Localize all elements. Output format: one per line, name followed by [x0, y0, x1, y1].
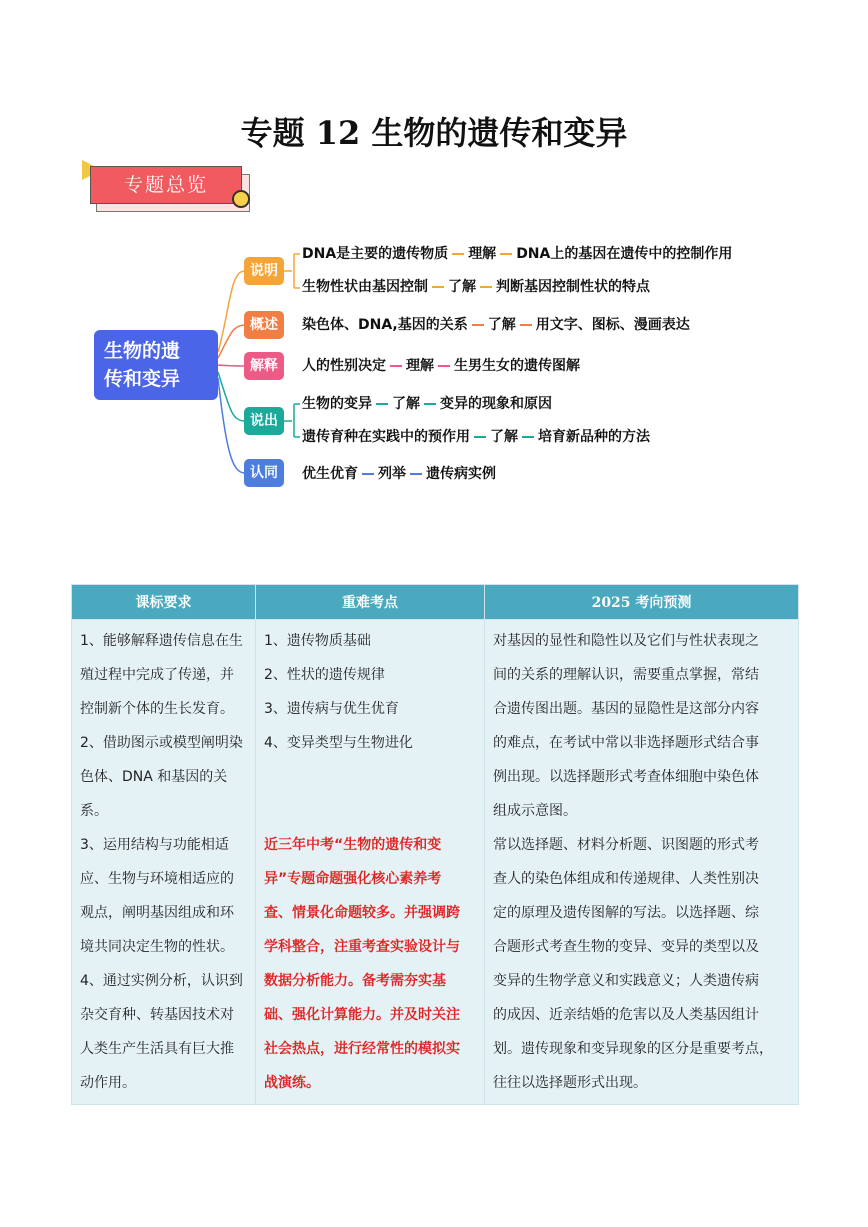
- text-line: 近三年中考“生物的遗传和变: [264, 837, 442, 853]
- trend-table: [71, 584, 799, 1105]
- connector-shuoming: [218, 271, 244, 352]
- branch-text: 染色体、DNA,基因的关系: [302, 317, 468, 333]
- branch-separator: [474, 436, 486, 438]
- center-line-2: 传和变异: [104, 368, 181, 390]
- branch-separator: [390, 365, 402, 367]
- branch-separator: [432, 286, 444, 288]
- text-line: 4、变异类型与生物进化: [264, 735, 413, 751]
- text-line: 1、遗传物质基础: [264, 633, 371, 649]
- text-line: 对基因的显性和隐性以及它们与性状表现之: [493, 633, 759, 649]
- text-line: 动作用。: [80, 1075, 136, 1091]
- branch-1-0: [302, 314, 690, 336]
- branch-0-0: [302, 243, 732, 265]
- branch-4-0: [302, 463, 496, 485]
- text-line: 往往以选择题形式出现。: [493, 1075, 647, 1091]
- branch-separator: [500, 253, 512, 255]
- text-line: 查、情景化命题较多。并强调跨: [264, 905, 460, 921]
- bracket-shuochu: [284, 404, 300, 437]
- branch-2-0: [302, 355, 580, 377]
- text-line: 的难点，在考试中常以非选择题形式结合事: [493, 735, 759, 751]
- branch-separator: [376, 403, 388, 405]
- text-line: 学科整合，注重考查实验设计与: [264, 939, 460, 955]
- branch-text: 理解: [406, 358, 434, 374]
- keypoints-cell: [256, 620, 485, 1105]
- text-line: 境共同决定生物的性状。: [80, 939, 234, 955]
- branch-3-1: [302, 426, 650, 448]
- text-line: 定的原理及遗传图解的写法。以选择题、综: [493, 905, 759, 921]
- text-line: 2、借助图示或模型阐明染: [80, 735, 243, 751]
- category-4: 认同: [244, 459, 284, 487]
- text-line: 础、强化计算能力。并及时关注: [264, 1007, 460, 1023]
- branch-text: 了解: [392, 396, 420, 412]
- branch-text: 列举: [378, 466, 406, 482]
- text-line: 3、运用结构与功能相适: [80, 837, 229, 853]
- branch-text: 生物性状由基因控制: [302, 279, 428, 295]
- branch-3-0: [302, 393, 552, 415]
- branch-separator: [522, 436, 534, 438]
- branch-text: 优生优育: [302, 466, 358, 482]
- branch-separator: [438, 365, 450, 367]
- branch-separator: [362, 473, 374, 475]
- mindmap-center-node: [94, 330, 218, 400]
- category-3: 说出: [244, 407, 284, 435]
- branch-separator: [480, 286, 492, 288]
- branch-text: 了解: [487, 317, 516, 333]
- text-line: 色体、DNA 和基因的关: [80, 769, 228, 785]
- table-header-row: [72, 585, 799, 620]
- text-line: 的成因、近亲结婚的危害以及人类基因组计: [493, 1007, 759, 1023]
- center-line-1: 生物的遗: [104, 340, 181, 362]
- bracket-shuoming: [284, 254, 300, 288]
- text-line: 控制新个体的生长发育。: [80, 701, 234, 717]
- header-keypoints: 重难考点: [256, 585, 485, 620]
- text-line: 合题形式考查生物的变异、变异的类型以及: [493, 939, 759, 955]
- branch-text: DNA上的基因在遗传中的控制作用: [516, 246, 733, 262]
- text-line: 人类生产生活具有巨大推: [80, 1041, 234, 1057]
- branch-separator: [520, 324, 532, 326]
- connector-gaishu: [218, 325, 244, 358]
- text-line: 异”专题命题强化核心素养考: [264, 871, 442, 887]
- header-forecast: 2025 考向预测: [485, 585, 799, 620]
- text-line: 1、能够解释遗传信息在生: [80, 633, 243, 649]
- branch-text: 理解: [468, 246, 497, 262]
- text-line: 4、通过实例分析，认识到: [80, 973, 243, 989]
- page-title: 专题 12 生物的遗传和变异: [240, 114, 628, 152]
- text-line: 系。: [80, 803, 108, 819]
- text-line: 变异的生物学意义和实践意义；人类遗传病: [493, 973, 759, 989]
- text-line: 常以选择题、材料分析题、识图题的形式考: [493, 837, 759, 853]
- category-0: 说明: [244, 257, 284, 285]
- text-line: 例出现。以选择题形式考查体细胞中染色体: [493, 769, 759, 785]
- branch-text: 用文字、图标、漫画表达: [535, 317, 690, 333]
- branch-text: 培育新品种的方法: [538, 429, 650, 445]
- branch-text: 人的性别决定: [302, 358, 386, 374]
- branch-separator: [410, 473, 422, 475]
- text-line: 2、性状的遗传规律: [264, 667, 385, 683]
- branch-0-1: [302, 276, 650, 298]
- text-line: 组成示意图。: [493, 803, 577, 819]
- text-line: 杂交育种、转基因技术对: [80, 1007, 234, 1023]
- branch-text: DNA是主要的遗传物质: [302, 246, 449, 262]
- connector-jieshi: [218, 365, 244, 366]
- text-line: 间的关系的理解认识，需要重点掌握，常结: [493, 667, 759, 683]
- text-line: 社会热点，进行经常性的模拟实: [264, 1041, 460, 1057]
- branch-text: 了解: [448, 279, 476, 295]
- text-line: 观点，阐明基因组成和环: [80, 905, 234, 921]
- branch-text: 判断基因控制性状的特点: [496, 279, 650, 295]
- branch-text: 遗传病实例: [426, 466, 496, 482]
- branch-separator: [472, 324, 484, 326]
- category-1: 概述: [244, 311, 284, 339]
- branch-text: 变异的现象和原因: [440, 396, 552, 412]
- category-2: 解释: [244, 352, 284, 380]
- connector-rentong: [218, 378, 244, 473]
- branch-text: 遗传育种在实践中的预作用: [302, 429, 470, 445]
- text-line: 数据分析能力。备考需夯实基: [264, 973, 446, 989]
- text-line: 合遗传图出题。基因的显隐性是这部分内容: [493, 701, 759, 717]
- branch-text: 生物的变异: [302, 396, 372, 412]
- text-line: 应、生物与环境相适应的: [80, 871, 234, 887]
- text-line: 3、遗传病与优生优育: [264, 701, 399, 717]
- overview-banner-label: 专题总览: [90, 166, 242, 204]
- forecast-cell: [485, 620, 799, 1105]
- branch-separator: [452, 253, 464, 255]
- curriculum-cell: [72, 620, 256, 1105]
- branch-text: 生男生女的遗传图解: [454, 358, 580, 374]
- header-curriculum: 课标要求: [72, 585, 256, 620]
- text-line: 划。遗传现象和变异现象的区分是重要考点，: [493, 1041, 773, 1057]
- branch-text: 了解: [490, 429, 518, 445]
- text-line: 战演练。: [264, 1075, 320, 1091]
- branch-separator: [424, 403, 436, 405]
- text-line: 殖过程中完成了传递，并: [80, 667, 234, 683]
- table-row: [72, 620, 799, 1105]
- text-line: 查人的染色体组成和传递规律、人类性别决: [493, 871, 759, 887]
